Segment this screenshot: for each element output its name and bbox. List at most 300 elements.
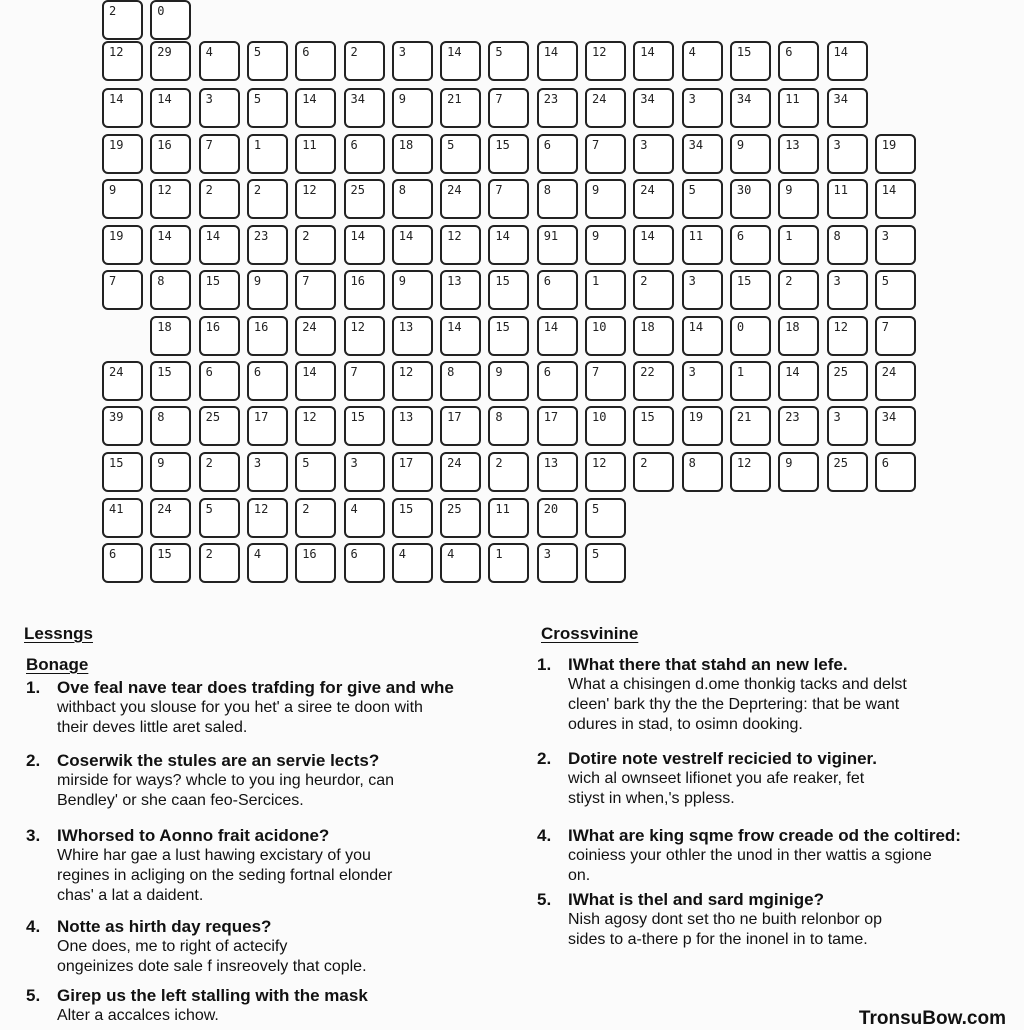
grid-cell[interactable]	[730, 179, 771, 219]
grid-cell[interactable]	[247, 134, 288, 174]
grid-cell[interactable]	[247, 543, 288, 583]
grid-cell[interactable]	[537, 41, 578, 81]
grid-cell[interactable]	[585, 498, 626, 538]
cell-number: 7	[495, 92, 503, 106]
grid-cell[interactable]	[440, 88, 481, 128]
grid-cell[interactable]	[682, 270, 723, 310]
cell-number: 3	[398, 45, 407, 59]
grid-cell[interactable]	[682, 406, 723, 446]
grid-cell[interactable]	[633, 316, 674, 356]
cell-number: 11	[302, 138, 317, 152]
cell-number: 0	[736, 320, 745, 334]
grid-cell[interactable]	[247, 498, 288, 538]
clue-text-line: What a chisingen d.ome thonkig tacks and delst	[568, 676, 907, 693]
grid-cell[interactable]	[150, 498, 191, 538]
grid-cell[interactable]	[247, 41, 288, 81]
clue-number: 4.	[537, 826, 552, 845]
grid-cell[interactable]	[295, 406, 336, 446]
grid-cell[interactable]	[199, 498, 240, 538]
grid-cell[interactable]	[440, 543, 481, 583]
grid-cell[interactable]	[102, 225, 143, 265]
grid-cell[interactable]	[295, 41, 336, 81]
cell-number: 12	[736, 456, 752, 470]
cell-number: 24	[592, 92, 607, 106]
cell-number: 24	[447, 456, 462, 470]
grid-cell[interactable]	[778, 361, 819, 401]
grid-cell[interactable]	[682, 316, 723, 356]
grid-cell[interactable]	[585, 88, 626, 128]
cell-number: 9	[253, 274, 262, 288]
clue-text-line: Whire har gae a lust hawing excistary of you	[57, 847, 371, 864]
cell-number: 23	[253, 229, 269, 243]
cell-number: 2	[302, 502, 310, 516]
grid-cell[interactable]	[488, 270, 529, 310]
grid-cell[interactable]	[440, 225, 481, 265]
grid-cell[interactable]	[199, 543, 240, 583]
grid-cell[interactable]	[295, 543, 336, 583]
clue-text-line: on.	[568, 867, 591, 884]
grid-cell[interactable]	[730, 41, 771, 81]
grid-cell[interactable]	[102, 270, 143, 310]
grid-cell[interactable]	[440, 179, 481, 219]
grid-cell[interactable]	[344, 88, 385, 128]
cell-number: 22	[640, 365, 655, 379]
cell-number: 17	[253, 410, 269, 424]
grid-cell[interactable]	[585, 406, 626, 446]
grid-cell[interactable]	[295, 179, 336, 219]
grid-cell[interactable]	[344, 361, 385, 401]
grid-cell[interactable]	[199, 225, 240, 265]
grid-cell[interactable]	[682, 452, 723, 492]
grid-cell[interactable]	[247, 88, 288, 128]
grid-cell[interactable]	[150, 270, 191, 310]
grid-cell[interactable]	[440, 452, 481, 492]
cell-number: 14	[640, 45, 655, 59]
cell-number: 3	[350, 456, 358, 470]
grid-cell[interactable]	[344, 179, 385, 219]
grid-cell[interactable]	[440, 361, 481, 401]
grid-cell[interactable]	[199, 316, 240, 356]
cell-number: 10	[592, 320, 607, 334]
cell-number: 1	[785, 229, 793, 243]
grid-cell[interactable]	[247, 316, 288, 356]
grid-cell[interactable]	[778, 134, 819, 174]
grid-cell[interactable]	[778, 88, 819, 128]
grid-cell[interactable]	[440, 498, 481, 538]
clue-text-line: regines in acliging on the seding fortnal elonder	[57, 867, 393, 884]
grid-cell[interactable]	[875, 134, 916, 174]
cell-number: 9	[157, 456, 165, 470]
cell-number: 15	[205, 274, 221, 288]
cell-number: 12	[253, 502, 269, 516]
cell-number: 2	[109, 4, 117, 18]
grid-cell[interactable]	[199, 41, 240, 81]
grid-cell[interactable]	[537, 225, 578, 265]
grid-cell[interactable]	[440, 134, 481, 174]
cell-number: 13	[398, 410, 414, 424]
grid-cell[interactable]	[199, 406, 240, 446]
cell-number: 3	[688, 92, 696, 106]
grid-cell[interactable]	[827, 361, 868, 401]
grid-cell[interactable]	[827, 316, 868, 356]
grid-cell[interactable]	[875, 406, 916, 446]
grid-cell[interactable]	[295, 361, 336, 401]
grid-cell[interactable]	[488, 543, 529, 583]
grid-cell[interactable]	[344, 452, 385, 492]
grid-cell[interactable]	[199, 88, 240, 128]
cell-number: 8	[495, 410, 503, 424]
grid-cell[interactable]	[247, 225, 288, 265]
grid-cell[interactable]	[392, 134, 433, 174]
cell-number: 6	[785, 45, 793, 59]
clue-title: Ove feal nave tear does trafding for give and whe	[57, 678, 454, 697]
clue-text-line: Alter a accalces ichow.	[57, 1007, 219, 1024]
grid-cell[interactable]	[827, 134, 868, 174]
cell-number: 5	[688, 183, 696, 197]
grid-cell[interactable]	[247, 361, 288, 401]
grid-cell[interactable]	[633, 88, 674, 128]
cell-number: 9	[495, 365, 503, 379]
grid-cell[interactable]	[392, 225, 433, 265]
grid-cell[interactable]	[537, 270, 578, 310]
grid-cell[interactable]	[102, 452, 143, 492]
cell-number: 2	[205, 547, 213, 561]
cell-number: 41	[109, 502, 124, 516]
grid-cell[interactable]	[247, 179, 288, 219]
grid-cell[interactable]	[150, 88, 191, 128]
grid-cell[interactable]	[102, 0, 143, 40]
grid-cell[interactable]	[150, 41, 191, 81]
grid-cell[interactable]	[778, 41, 819, 81]
clue-text-line: Nish agosy dont set tho ne buith relonbor op	[568, 911, 882, 928]
grid-cell[interactable]	[537, 543, 578, 583]
cell-number: 4	[253, 547, 262, 561]
cell-number: 15	[736, 45, 752, 59]
grid-cell[interactable]	[344, 225, 385, 265]
cell-number: 18	[785, 320, 800, 334]
cell-number: 15	[398, 502, 414, 516]
cell-number: 19	[881, 138, 897, 152]
grid-cell[interactable]	[827, 270, 868, 310]
grid-cell[interactable]	[827, 179, 868, 219]
grid-cell[interactable]	[730, 452, 771, 492]
grid-cell[interactable]	[585, 543, 626, 583]
grid-cell[interactable]	[295, 498, 336, 538]
grid-cell[interactable]	[102, 41, 143, 81]
grid-cell[interactable]	[488, 41, 529, 81]
grid-cell[interactable]	[537, 316, 578, 356]
cell-number: 14	[447, 45, 462, 59]
clue-title: IWhat there that stahd an new lefe.	[568, 655, 848, 674]
grid-cell[interactable]	[875, 316, 916, 356]
grid-cell[interactable]	[488, 88, 529, 128]
grid-cell[interactable]	[778, 406, 819, 446]
cell-number: 14	[350, 229, 365, 243]
cell-number: 12	[447, 229, 462, 243]
grid-cell[interactable]	[199, 361, 240, 401]
cell-number: 4	[688, 45, 696, 59]
grid-cell[interactable]	[440, 41, 481, 81]
grid-cell[interactable]	[875, 179, 916, 219]
grid-cell[interactable]	[585, 452, 626, 492]
cell-number: 14	[302, 92, 317, 106]
clue-text-line: wich al ownseet lifionet you afe reaker, fet	[568, 770, 865, 787]
grid-cell[interactable]	[392, 88, 433, 128]
grid-cell[interactable]	[585, 225, 626, 265]
cell-number: 7	[495, 183, 503, 197]
grid-cell[interactable]	[827, 41, 868, 81]
grid-cell[interactable]	[682, 88, 723, 128]
grid-cell[interactable]	[150, 225, 191, 265]
cell-number: 14	[688, 320, 704, 334]
grid-cell[interactable]	[682, 179, 723, 219]
cell-number: 15	[495, 320, 510, 334]
grid-cell[interactable]	[537, 179, 578, 219]
grid-cell[interactable]	[827, 88, 868, 128]
grid-cell[interactable]	[392, 179, 433, 219]
cell-number: 11	[495, 502, 510, 516]
clue-text-line: withbact you slouse for you het' a siree te doon with	[57, 699, 423, 716]
grid-cell[interactable]	[392, 316, 433, 356]
grid-cell[interactable]	[778, 179, 819, 219]
clue-number: 2.	[26, 751, 41, 770]
cell-number: 6	[253, 365, 262, 379]
cell-number: 19	[688, 410, 704, 424]
grid-cell[interactable]	[633, 134, 674, 174]
cell-number: 15	[640, 410, 655, 424]
cell-number: 12	[398, 365, 414, 379]
grid-cell[interactable]	[488, 134, 529, 174]
grid-cell[interactable]	[633, 361, 674, 401]
grid-cell[interactable]	[585, 41, 626, 81]
grid-cell[interactable]	[827, 225, 868, 265]
cell-number: 6	[350, 138, 358, 152]
grid-cell[interactable]	[102, 543, 143, 583]
cell-number: 2	[253, 183, 262, 197]
grid-cell[interactable]	[778, 452, 819, 492]
grid-cell[interactable]	[150, 361, 191, 401]
clue-number: 5.	[537, 890, 552, 909]
cell-number: 3	[253, 456, 262, 470]
cell-number: 17	[398, 456, 414, 470]
grid-cell[interactable]	[440, 270, 481, 310]
cell-number: 5	[592, 547, 600, 561]
cell-number: 12	[302, 183, 317, 197]
grid-cell[interactable]	[344, 134, 385, 174]
cell-number: 3	[205, 92, 213, 106]
grid-cell[interactable]	[778, 270, 819, 310]
cell-number: 14	[881, 183, 897, 197]
grid-cell[interactable]	[150, 316, 191, 356]
grid-cell[interactable]	[585, 270, 626, 310]
grid-cell[interactable]	[682, 41, 723, 81]
cell-number: 12	[350, 320, 365, 334]
cell-number: 8	[157, 410, 165, 424]
grid-cell[interactable]	[730, 361, 771, 401]
cell-number: 25	[833, 456, 848, 470]
grid-cell[interactable]	[199, 452, 240, 492]
grid-cell[interactable]	[295, 134, 336, 174]
cell-number: 6	[350, 547, 358, 561]
grid-cell[interactable]	[730, 316, 771, 356]
cell-number: 2	[205, 183, 213, 197]
clue-number: 5.	[26, 986, 41, 1005]
grid-cell[interactable]	[150, 179, 191, 219]
cell-number: 5	[592, 502, 600, 516]
grid-cell[interactable]	[730, 225, 771, 265]
clue-title: Girep us the left stalling with the mask	[57, 986, 368, 1005]
grid-cell[interactable]	[537, 498, 578, 538]
grid-cell[interactable]	[488, 316, 529, 356]
cell-number: 18	[398, 138, 414, 152]
grid-cell[interactable]	[344, 498, 385, 538]
grid-cell[interactable]	[875, 452, 916, 492]
grid-cell[interactable]	[295, 270, 336, 310]
cell-number: 16	[253, 320, 269, 334]
grid-cell[interactable]	[585, 134, 626, 174]
grid-cell[interactable]	[537, 406, 578, 446]
cell-number: 12	[302, 410, 317, 424]
cell-number: 21	[447, 92, 462, 106]
grid-cell[interactable]	[295, 225, 336, 265]
grid-cell[interactable]	[344, 41, 385, 81]
grid-cell[interactable]	[633, 41, 674, 81]
grid-cell[interactable]	[488, 225, 529, 265]
cell-number: 8	[447, 365, 455, 379]
grid-cell[interactable]	[440, 406, 481, 446]
clue-text-line: sides to a-there p for the inonel in to tame.	[568, 931, 868, 948]
cell-number: 13	[785, 138, 800, 152]
grid-cell[interactable]	[488, 361, 529, 401]
cell-number: 20	[543, 502, 559, 516]
cell-number: 15	[350, 410, 365, 424]
grid-cell[interactable]	[102, 134, 143, 174]
grid-cell[interactable]	[344, 543, 385, 583]
grid-cell[interactable]	[150, 134, 191, 174]
cell-number: 16	[157, 138, 172, 152]
grid-cell[interactable]	[392, 452, 433, 492]
cell-number: 30	[736, 183, 752, 197]
grid-cell[interactable]	[488, 452, 529, 492]
grid-cell[interactable]	[585, 179, 626, 219]
grid-cell[interactable]	[827, 452, 868, 492]
cell-number: 13	[398, 320, 414, 334]
grid-cell[interactable]	[633, 179, 674, 219]
grid-cell[interactable]	[344, 406, 385, 446]
grid-cell[interactable]	[633, 406, 674, 446]
grid-cell[interactable]	[488, 406, 529, 446]
grid-cell[interactable]	[875, 225, 916, 265]
grid-cell[interactable]	[537, 88, 578, 128]
cell-number: 9	[398, 274, 407, 288]
cell-number: 2	[785, 274, 793, 288]
cell-number: 39	[109, 410, 124, 424]
cell-number: 8	[398, 183, 407, 197]
cell-number: 9	[592, 183, 600, 197]
grid-cell[interactable]	[537, 134, 578, 174]
grid-cell[interactable]	[488, 498, 529, 538]
grid-cell[interactable]	[295, 88, 336, 128]
grid-cell[interactable]	[247, 452, 288, 492]
clue-text-line: odures in stad, to osimn dooking.	[568, 716, 803, 733]
grid-cell[interactable]	[392, 361, 433, 401]
grid-cell[interactable]	[392, 406, 433, 446]
grid-cell[interactable]	[392, 41, 433, 81]
grid-cell[interactable]	[392, 498, 433, 538]
grid-cell[interactable]	[875, 361, 916, 401]
cell-number: 15	[736, 274, 752, 288]
grid-cell[interactable]	[102, 498, 143, 538]
grid-cell[interactable]	[633, 452, 674, 492]
grid-cell[interactable]	[392, 543, 433, 583]
grid-cell[interactable]	[150, 0, 191, 40]
grid-cell[interactable]	[682, 134, 723, 174]
grid-cell[interactable]	[682, 361, 723, 401]
cell-number: 9	[592, 229, 600, 243]
cell-number: 8	[157, 274, 165, 288]
cell-number: 14	[495, 229, 510, 243]
grid-cell[interactable]	[488, 179, 529, 219]
grid-cell[interactable]	[150, 543, 191, 583]
grid-cell[interactable]	[778, 225, 819, 265]
cell-number: 25	[447, 502, 462, 516]
grid-cell[interactable]	[199, 134, 240, 174]
grid-cell[interactable]	[633, 270, 674, 310]
cell-number: 4	[205, 45, 213, 59]
grid-cell[interactable]	[102, 361, 143, 401]
grid-cell[interactable]	[102, 88, 143, 128]
grid-cell[interactable]	[199, 270, 240, 310]
grid-cell[interactable]	[827, 406, 868, 446]
grid-cell[interactable]	[585, 316, 626, 356]
cell-number: 15	[495, 138, 510, 152]
grid-cell[interactable]	[537, 452, 578, 492]
grid-cell[interactable]	[730, 270, 771, 310]
grid-cell[interactable]	[102, 179, 143, 219]
grid-cell[interactable]	[633, 225, 674, 265]
cell-number: 6	[543, 365, 551, 379]
cell-number: 25	[833, 365, 848, 379]
grid-cell[interactable]	[344, 270, 385, 310]
grid-cell[interactable]	[682, 225, 723, 265]
grid-cell[interactable]	[247, 406, 288, 446]
grid-cell[interactable]	[295, 316, 336, 356]
grid-cell[interactable]	[730, 134, 771, 174]
grid-cell[interactable]	[875, 270, 916, 310]
grid-cell[interactable]	[778, 316, 819, 356]
grid-cell[interactable]	[585, 361, 626, 401]
cell-number: 5	[447, 138, 455, 152]
grid-cell[interactable]	[730, 406, 771, 446]
grid-cell[interactable]	[392, 270, 433, 310]
grid-cell[interactable]	[199, 179, 240, 219]
grid-cell[interactable]	[537, 361, 578, 401]
cell-number: 7	[302, 274, 310, 288]
cell-number: 5	[205, 502, 213, 516]
grid-cell[interactable]	[102, 406, 143, 446]
grid-cell[interactable]	[150, 452, 191, 492]
grid-cell[interactable]	[247, 270, 288, 310]
grid-cell[interactable]	[295, 452, 336, 492]
grid-cell[interactable]	[440, 316, 481, 356]
clue-text-line: Bendley' or she caan feo-Sercices.	[57, 792, 304, 809]
grid-cell[interactable]	[730, 88, 771, 128]
grid-cell[interactable]	[150, 406, 191, 446]
cell-number: 25	[205, 410, 221, 424]
cell-number: 23	[785, 410, 800, 424]
clue-title: Dotire note vestrelf recicied to viginer.	[568, 749, 877, 768]
grid-cell[interactable]	[344, 316, 385, 356]
